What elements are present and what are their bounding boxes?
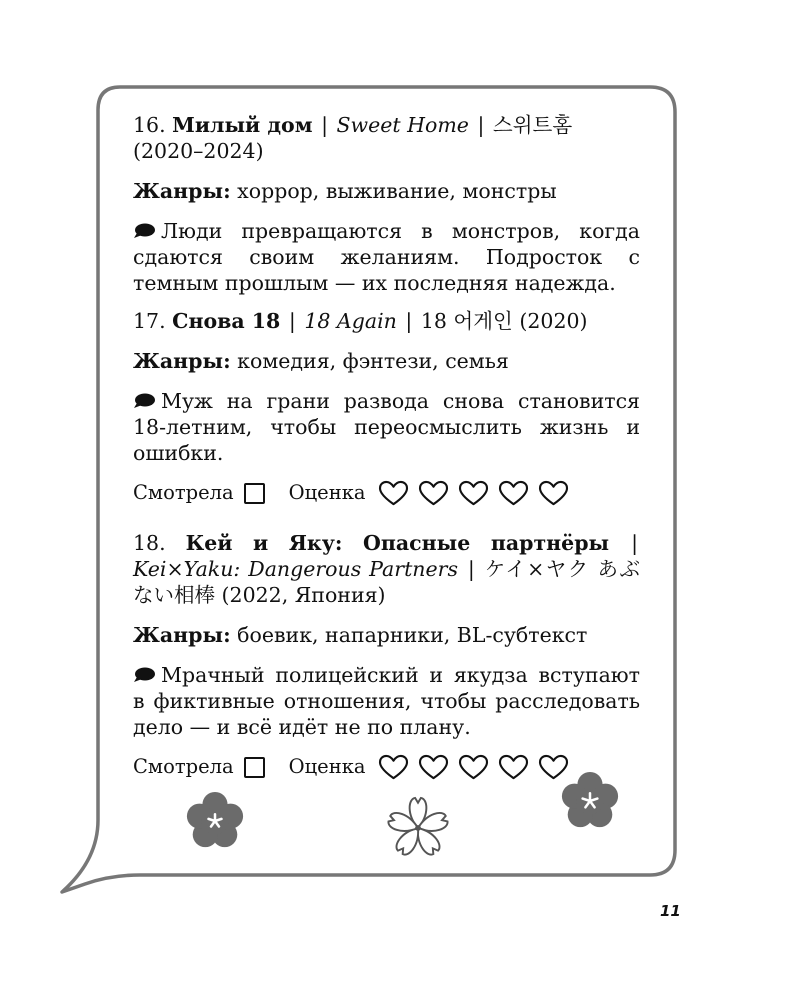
- watched-rating-row: [133, 478, 640, 508]
- heart-icon[interactable]: [418, 480, 449, 507]
- rating-hearts: [378, 480, 569, 507]
- title-separator: |: [405, 309, 413, 333]
- heart-icon[interactable]: [538, 480, 569, 507]
- entry-number: 18.: [133, 531, 166, 555]
- genres-label: Жанры:: [133, 179, 231, 203]
- flower-outline-icon: [378, 795, 458, 861]
- title-ru: Снова 18: [172, 309, 281, 333]
- title-separator: |: [467, 557, 475, 581]
- entry-title: [133, 530, 640, 608]
- title-year: (2022, Япония): [221, 583, 386, 607]
- entry-number: 16.: [133, 113, 166, 137]
- entry-title: [133, 112, 640, 164]
- title-original: 18 어게인: [420, 309, 513, 333]
- heart-icon[interactable]: [378, 754, 409, 781]
- genres-label: Жанры:: [133, 623, 231, 647]
- watched-checkbox[interactable]: [244, 483, 265, 504]
- watched-checkbox[interactable]: [244, 757, 265, 778]
- title-ru: Милый дом: [172, 113, 313, 137]
- title-en: Kei×Yaku: Dangerous Partners: [133, 557, 458, 581]
- genres-line: [133, 622, 640, 648]
- genres-line: [133, 178, 640, 204]
- genres-label: Жанры:: [133, 349, 231, 373]
- title-en: Sweet Home: [336, 113, 469, 137]
- genres-value: комедия, фэнтези, семья: [237, 349, 509, 373]
- title-year: (2020–2024): [133, 139, 264, 163]
- title-original: ケイ×ヤク あぶない相棒: [133, 557, 640, 607]
- heart-icon[interactable]: [378, 480, 409, 507]
- description: [133, 662, 640, 740]
- title-separator: |: [321, 113, 328, 137]
- title-separator: |: [288, 309, 296, 333]
- rating-label: Оценка: [288, 755, 366, 778]
- flower-icon-right: [555, 770, 625, 832]
- rating-label: Оценка: [288, 481, 366, 504]
- rating-hearts: [378, 754, 569, 781]
- title-separator: |: [631, 531, 638, 555]
- heart-icon[interactable]: [498, 480, 529, 507]
- watched-label: Смотрела: [133, 481, 234, 504]
- heart-icon[interactable]: [418, 754, 449, 781]
- entries-list: [133, 112, 640, 804]
- genres-value: боевик, напарники, BL-субтекст: [237, 623, 588, 647]
- entry-number: 17.: [133, 309, 166, 333]
- speech-bubble-icon: [133, 223, 155, 239]
- speech-bubble-icon: [133, 393, 155, 409]
- description: [133, 218, 640, 296]
- description: [133, 388, 640, 466]
- description-text: Мрачный полицейский и якудза вступают в фиктивные отношения, чтобы расследовать дело — и всё идёт не по плану.: [133, 663, 640, 739]
- heart-icon[interactable]: [458, 754, 489, 781]
- entry-17: [133, 308, 640, 508]
- title-ru: Кей и Яку: Опасные партнёры: [185, 531, 610, 555]
- genres-line: [133, 348, 640, 374]
- genres-value: хоррор, выживание, монстры: [237, 179, 557, 203]
- watched-label: Смотрела: [133, 755, 234, 778]
- page-number: 11: [660, 902, 681, 920]
- title-year: (2020): [519, 309, 588, 333]
- title-original: 스위트홈: [492, 113, 573, 137]
- title-separator: |: [477, 113, 485, 137]
- entry-18: [133, 530, 640, 782]
- heart-icon[interactable]: [458, 480, 489, 507]
- entry-title: [133, 308, 640, 334]
- title-en: 18 Again: [304, 309, 397, 333]
- description-text: Люди превращаются в монстров, когда сдаются своим желаниям. Подросток с темным прошлым — их последняя надежда.: [133, 219, 640, 295]
- speech-bubble-icon: [133, 667, 155, 683]
- description-text: Муж на грани развода снова становится 18-летним, чтобы переосмыслить жизнь и ошибки.: [133, 389, 640, 465]
- flower-icon-left: [180, 790, 250, 852]
- entry-16: [133, 112, 640, 296]
- heart-icon[interactable]: [498, 754, 529, 781]
